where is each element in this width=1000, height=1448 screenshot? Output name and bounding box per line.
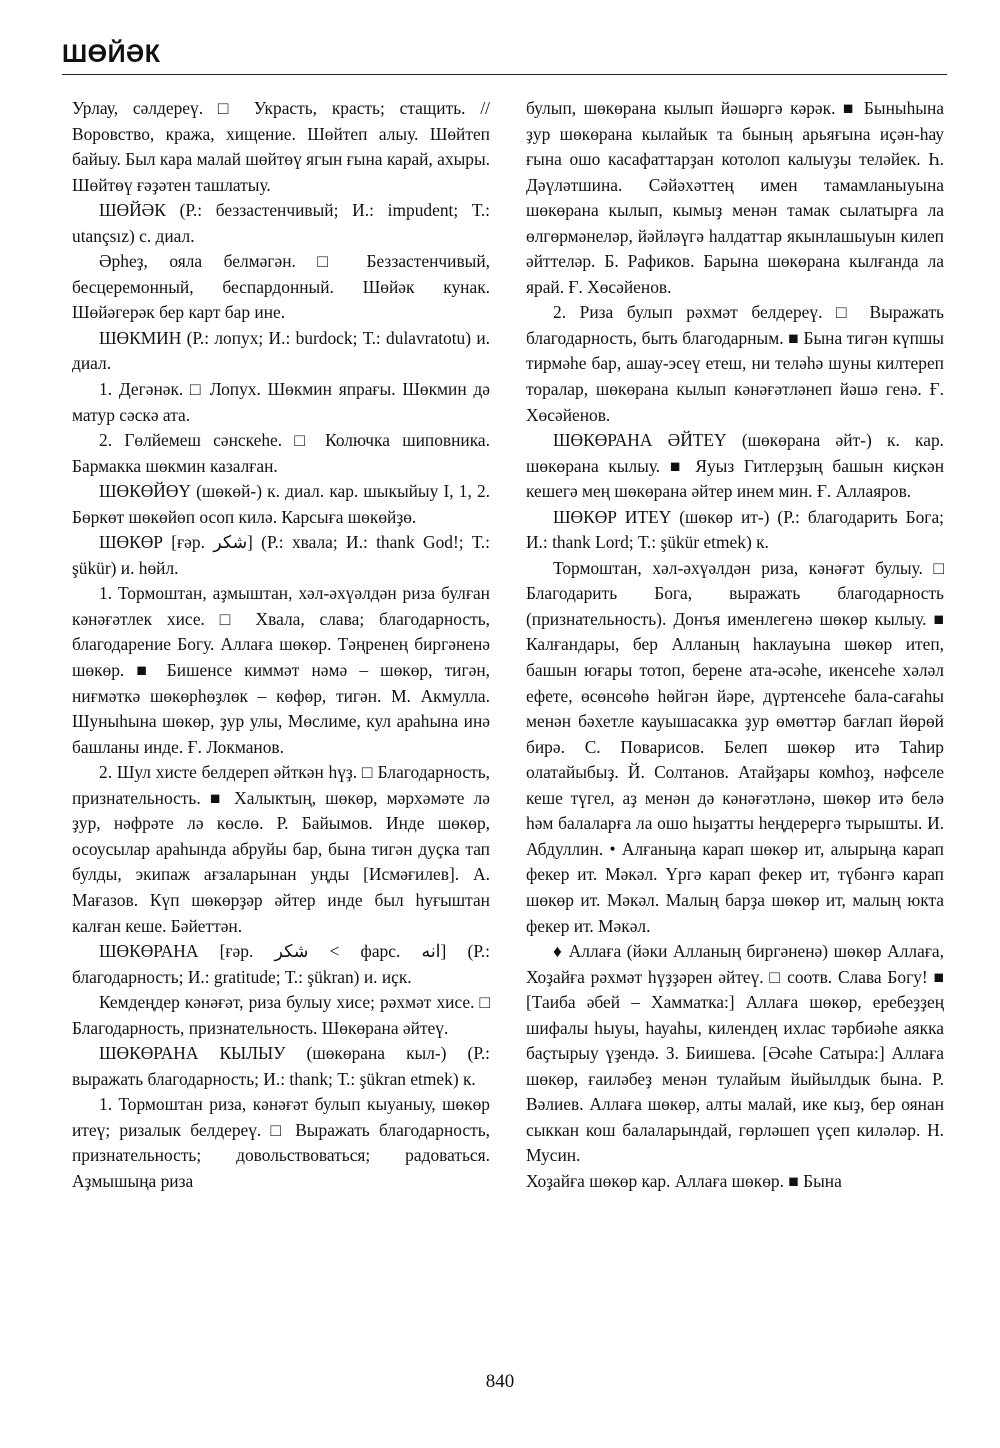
definition: 1. Тормоштан риза, кәнәғәт булып кыуаныу, шөкөр итеү; ризалык белдереү. □ Выражать благодарность, признательность; довольствоваться; радоваться. Аҙмышыңа риза — [72, 1094, 490, 1191]
headword-entry: ШӨКӨРАНА ӘЙТЕҮ (шөкөрана әйт-) к. кар. шөкөрана кылыу. ■ Яуыз Гитлерҙың башын киҫкән кешегә мең шөкөрана әйтер инем мин. Ғ. Аллаяров. — [526, 430, 944, 502]
definition: Тормоштан, хәл-әхүәлдән риза, кәнәғәт булыу. □ Благодарить Бога, выражать благодарность (признательность). Донъя именлегенә шөкөр кылыу. ■ Калғандары, бер Алланың һаклауына шөкөр итеп, башын юғары тотоп, берене ата-әсәһе, икенсеһе хәләл ефете, өсөнсөһө һөйгән йәре, дүртенсеһе бала-сағаһы менән бәхетле кауышасакка ҙур өмөттәр бағлап йөрөй бирә. С. Поварисов. Белеп шөкөр итә Таһир олатайыбыҙ. Й. Солтанов. Атайҙары комһоҙ, нәфселе кеше түгел, аҙ менән дә кәнәғәтләнә, шөкөр итә белә һәм балаларға ла ошо һыҙатты һеңдерергә тырышты. И. Абдуллин. • Алғаныңа карап шөкөр ит, алырыңа карап фекер ит. Мәкәл. Үргә карап фекер ит, түбәнгә карап шөкөр ит. Мәкәл. Малың барҙа шөкөр ит, малың юкта фекер ит. Мәкәл. — [526, 557, 944, 936]
definition: 2. Риза булып рәхмәт белдереү. □ Выражать благодарность, быть благодарным. ■ Бына тигән күпшы тирмәһе бар, ашау-эсеү етеш, ни теләһә шуны килтереп торалар, шөкөрана кылып кәнәғәтләнеп йәшә генә. Ғ. Хөсәйенов. — [526, 302, 944, 425]
definition: 1. Тормоштан, аҙмыштан, хәл-әхүәлдән риза булған кәнәғәтлек хисе. □ Хвала, слава; благодарность, благодарение Богу. Аллаға шөкөр. Тәңренең биргәненә шөкөр. ■ Бишенсе киммәт нәмә – шөкөр, тигән, ниғмәткә шөкөрһөҙлөк – көфөр, тигән. М. Акмулла. Шуныһына шөкөр, ҙур улы, Мөслиме, кул араһына инә башланы инде. Ғ. Локманов. — [72, 583, 490, 757]
running-head: ШӨЙӘК — [62, 40, 161, 68]
page-number: 840 — [485, 1371, 515, 1392]
left-column — [72, 96, 490, 1195]
headword-entry: ШӨКӨРАНА КЫЛЫУ (шөкөрана кыл-) (Р.: выражать благодарность; И.: thank; Т.: şükran etmek) к. — [72, 1043, 490, 1089]
entry-text: Урлау, сәлдереү. □ Украсть, красть; стащить. // Воровство, кража, хищение. Шөйтеп алыу. Шөйтеп байыу. Был кара малай шөйтөү ягын ғына карай, ахыры. Шөйтөү ғәҙәтен ташлатыу. — [72, 98, 490, 195]
definition: 1. Дегәнәк. □ Лопух. Шөкмин япрағы. Шөкмин дә матур сәскә ата. — [72, 379, 490, 425]
headword-entry: ШӨКӨРАНА [ғәр. شكر < фарс. انه] (Р.: благодарность; И.: gratitude; Т.: şükran) и. иҫк. — [72, 941, 490, 987]
headword-entry: ШӨКМИН (Р.: лопух; И.: burdock; Т.: dulavratotu) и. диал. — [72, 327, 490, 374]
headword-entry: ШӨКӨР [ғәр. شكر] (Р.: хвала; И.: thank God!; Т.: şükür) и. һөйл. — [72, 532, 490, 578]
definition: 2. Шул хисте белдереп әйткән һүҙ. □ Благодарность, признательность. ■ Халыктың, шөкөр, мәрхәмәте лә ҙур, нәфрәте лә көслө. Р. Байымов. Инде шөкөр, осоусылар араһында абруйы бар, бына тигән дуҫка тап булды, экипаж ағзаларынан уңды [Исмәғилев]. А. Мағазов. Күп шөкөрҙәр әйтер инде был һуғыштан калған кеше. Бәйеттән. — [72, 762, 490, 936]
headword-entry: ШӨКӨЙӨҮ (шөкөй-) к. диал. кар. шыкыйыу I, 1, 2. Бөркөт шөкөйөп осоп килә. Карсыға шөкөйҙө. — [72, 481, 490, 527]
idiom-entry: ♦ Аллаға (йәки Алланың биргәненә) шөкөр Аллаға, Хоҙайға рәхмәт һүҙҙәрен әйтеү. □ соотв. Слава Богу! ■ [Таиба әбей – Хамматка:] Аллаға шөкөр, еребеҙҙең шифалы һыуы, һауаһы, килендең ихлас тәрбиәһе аякка баҫтырыу үҙендә. З. Биишева. [Әсәһе Сатыра:] Аллаға шөкөр, ғаиләбеҙ менән тулайым йыйылдык бына. Р. Вәлиев. Аллаға шөкөр, алты малай, ике кыҙ, бер оянан сыккан кош балаларындай, гөрләшеп үҫеп киләләр. Н. Мусин. — [526, 941, 944, 1166]
definition: Кемдеңдер кәнәғәт, риза булыу хисе; рәхмәт хисе. □ Благодарность, признательность. Шөкөрана әйтеү. — [72, 992, 490, 1038]
entry-text: булып, шөкөрана кылып йәшәргә кәрәк. ■ Быныһына ҙур шөкөрана кылайык та быныӊ арьяғына иҫән-һау ғына ошо касафаттарҙан котолоп калыуҙы теләйек. Һ. Дәүләтшина. Сәйәхәттең имен тамамланыуына шөкөрана кылып, кымыҙ менән тамак сылатырға ла өлгөрмәнеләр, йәйләүгә һалдаттар якынлашыуын килеп әйттеләр. Б. Рафиков. Барына шөкөрана кылғанда ла ярай. Ғ. Хөсәйенов. — [526, 98, 944, 297]
header-rule — [62, 74, 947, 75]
headword-entry: ШӨКӨР ИТЕҮ (шөкөр ит-) (Р.: благодарить Бога; И.: thank Lord; Т.: şükür etmek) к. — [526, 506, 944, 553]
definition: 2. Гөлйемеш сәнскеһе. □ Колючка шиповника. Бармакка шөкмин казалған. — [72, 430, 490, 476]
right-column — [526, 96, 944, 1195]
headword-entry: ШӨЙӘК (Р.: беззастенчивый; И.: impudent; Т.: utançsız) с. диал. — [72, 200, 490, 246]
idiom-entry: Хоҙайға шөкөр кар. Аллаға шөкөр. ■ Бына — [526, 1170, 842, 1191]
definition: Әрһеҙ, ояла белмәгән. □ Беззастенчивый, бесцеремонный, беспардонный. Шөйәк кунак. Шөйәгерәк бер карт бар ине. — [72, 251, 490, 323]
